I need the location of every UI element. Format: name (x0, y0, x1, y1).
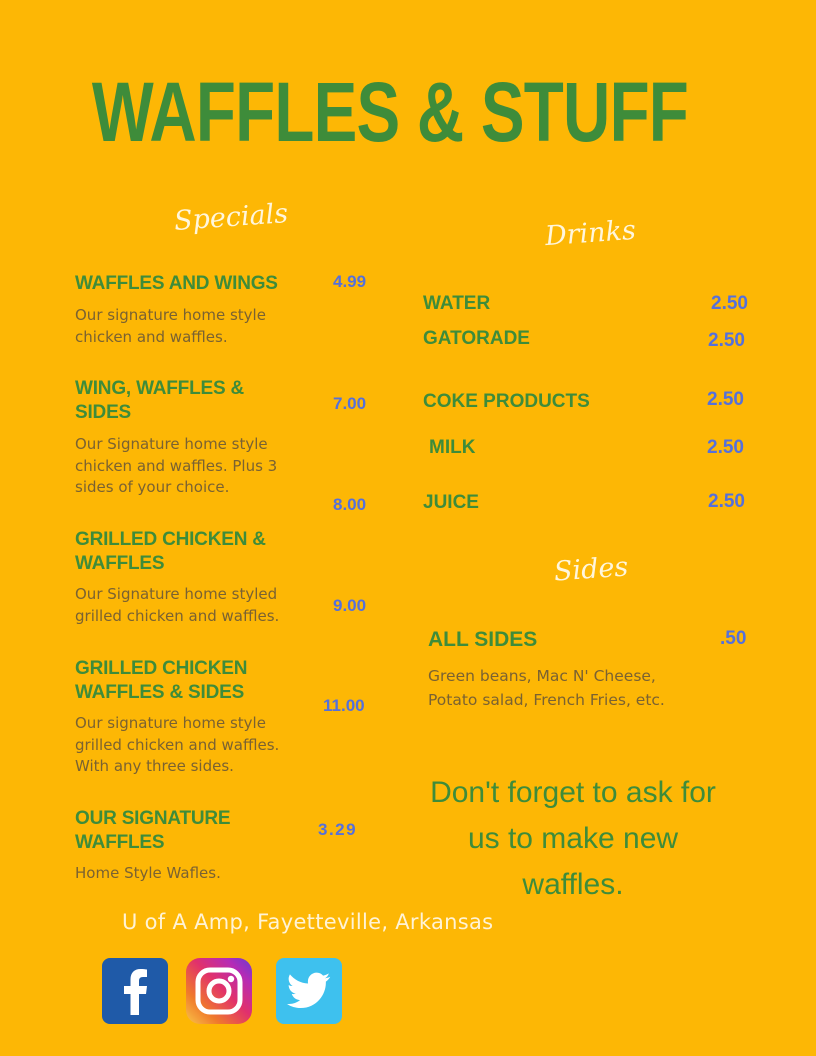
drink-price: 2.50 (708, 330, 745, 351)
special-item-name: OUR SIGNATURE WAFFLES (75, 808, 231, 853)
address-text: U of A Amp, Fayetteville, Arkansas (122, 910, 494, 934)
reminder-text: Don't forget to ask for us to make new waffles. (430, 776, 716, 901)
special-item-desc: Our signature home style grilled chicken and waffles. With any three sides. (75, 714, 280, 775)
drinks-heading: Drinks (544, 214, 637, 253)
special-item-desc: Our Signature home style chicken and waffles. Plus 3 sides of your choice. (75, 435, 278, 496)
drink-price: 2.50 (708, 491, 745, 512)
specials-heading: Specials (173, 198, 290, 237)
special-item-name: WAFFLES AND WINGS (75, 273, 278, 294)
drink-price: 2.50 (711, 293, 748, 314)
special-item-name: GRILLED CHICKEN WAFFLES & SIDES (75, 658, 248, 703)
special-item-desc: Our Signature home styled grilled chicken and waffles. (75, 585, 280, 625)
sides-price: .50 (720, 628, 747, 649)
twitter-icon[interactable] (276, 958, 342, 1024)
instagram-icon[interactable] (186, 958, 252, 1024)
special-item-price: 9.00 (333, 596, 367, 615)
facebook-icon[interactable] (102, 958, 168, 1024)
special-item-price: 4.99 (333, 272, 367, 291)
sides-heading: Sides (553, 551, 630, 588)
drink-name: GATORADE (423, 328, 530, 349)
drink-name: WATER (423, 293, 491, 314)
special-item-name: WING, WAFFLES & SIDES (75, 378, 245, 423)
special-item-price: 11.00 (323, 696, 365, 715)
drink-price: 2.50 (707, 389, 744, 410)
special-item-price: 8.00 (333, 495, 367, 514)
drink-name: COKE PRODUCTS (423, 391, 590, 412)
drink-name: JUICE (423, 492, 479, 513)
drink-price: 2.50 (707, 437, 744, 458)
sides-name: ALL SIDES (428, 628, 538, 651)
special-extra-price: 3.29 (318, 820, 358, 839)
special-item-desc: Our signature home style chicken and waffles. (75, 306, 266, 346)
special-item-desc: Home Style Wafles. (75, 864, 221, 882)
special-item-name: GRILLED CHICKEN & WAFFLES (75, 529, 266, 574)
menu-title: WAFFLES & STUFF (91, 65, 689, 159)
special-item-price: 7.00 (333, 394, 367, 413)
sides-desc: Green beans, Mac N' Cheese, Potato salad, French Fries, etc. (428, 667, 665, 709)
drink-name: MILK (429, 437, 476, 458)
